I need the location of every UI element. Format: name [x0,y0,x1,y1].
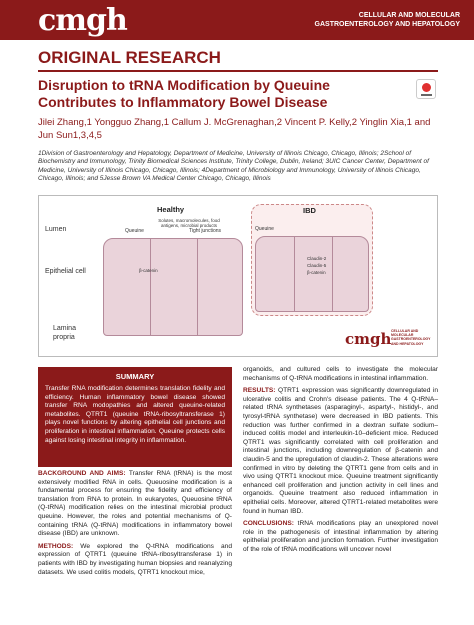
figure-queuine-ibd-label: Queuine [255,226,274,232]
journal-name-line1: CELLULAR AND MOLECULAR [358,12,460,19]
abstract-methods: METHODS: We explored the Q-tRNA modifications and expression of QTRT1 (queuine tRNA-ribosyltransferase 1) in patients with IBD by investigating human biopsies and reanalyzing datasets. We used colitis models, QTRT1 knockout mice, [38,542,232,576]
abstract-methods-continued: organoids, and cultured cells to investigate the molecular mechanisms of Q-tRNA modifications in intestinal inflammation. [243,366,438,382]
summary-text: Transfer RNA modification determines translation fidelity and efficiency. Human inflammatory bowel disease showed transfer RNA modopathies and altered queuine-related metabolites. QTRT1 (queuine tRNA-ribosyltransferase 1) plays novel functions by altering epithelial cell junctions and proliferation in intestinal inflammation. Queuine protects cells against losing intestinal integrity in inflammation. [45,385,225,444]
section-divider [38,70,438,72]
figure-claudin5-label: Claudin-5 [307,263,327,268]
figure-bcatenin-healthy: β-catenin [139,268,158,273]
abstract-results: RESULTS: QTRT1 expression was significantly downregulated in ulcerative colitis and Crohn's disease patients. The 4 Q-tRNA–related tRNA synthetases (asparaginyl-, aspartyl-, histidyl-, and tyrosyl-tRNA synthetase) were decreased in IBD patients. This reduction was further confirmed in a dextran sulfate sodium–induced colitis model and interleukin-10–deficient mice. Reduced QTRT1 was significantly correlated with cell proliferation and intestinal junctions, including downregulation of β-catenin and claudin-5 and the upregulation of claudin-2. These alterations were confirmed in vitro by deleting the QTRT1 gene from cells and in vivo using QTRT1 knockout mice. Queuine treatment significantly enhanced cell proliferation and junction activity in cell lines and organoids. Queuine treatment also reduced inflammation in epithelial cells. Moreover, altered QTRT1-related metabolites were found in human IBD. [243,387,438,515]
journal-name-line2: GASTROENTEROLOGY AND HEPATOLOGY [314,21,460,28]
journal-header [0,0,474,40]
figure-epithelial-label: Epithelial cell [45,268,86,275]
section-label: ORIGINAL RESEARCH [38,48,221,67]
summary-box [38,367,232,467]
figure-claudin2-label: Claudin-2 [307,256,327,261]
healthy-cells [103,238,243,336]
figure-solutes-label: Solutes, macromolecules, food antigens, microbial products [158,218,220,228]
figure-cmgh-logo: cmgh [345,330,392,348]
article-title: Disruption to tRNA Modification by Queuine Contributes to Inflammatory Bowel Disease [38,77,330,110]
figure-logo-subtitle: CELLULAR AND MOLECULAR GASTROENTEROLOGY AND HEPATOLOGY [391,329,431,346]
summary-heading: SUMMARY [115,372,155,381]
affiliations: 1Division of Gastroenterology and Hepatology, Department of Medicine, University of Illinois Chicago, Chicago, Illinois; 2School of Biochemistry and Immunology, Trinity Biomedical Sciences Institute, Trinity College, Dublin, Ireland; 3UIC Cancer Center, Department of Medicine, University of Illinois Chicago, Chicago, Illinois; 4Department of Microbiology and Immunology, University of Illinois Chicago, Chicago, Illinois; and 5Jesse Brown VA Medical Center Chicago, Chicago, Illinois [38,150,429,182]
author-list: Jilei Zhang,1 Yongguo Zhang,1 Callum J. McGrenaghan,2 Vincent P. Kelly,2 Yinglin Xia,1 and Jun Sun1,3,4,5 [38,117,431,141]
figure-queuine-label: Queuine [125,228,144,234]
journal-name [315,11,460,29]
figure-lamina-label: Lamina propria [53,325,76,341]
figure-tight-label: Tight junctions [189,228,222,234]
abstract-right-column [243,366,438,558]
abstract-left-column [38,470,232,581]
figure-lumen-label: Lumen [45,226,67,233]
figure-bcatenin-ibd: β-catenin [307,270,326,275]
journal-logo: cmgh [38,3,127,38]
abstract-conclusions: CONCLUSIONS: tRNA modifications play an unexplored novel role in the pathogenesis of intestinal inflammation by altering epithelial proliferation and junction formation. Further investigation of the role of tRNA modifications will uncover novel [243,520,438,553]
graphical-abstract [38,195,438,357]
check-for-updates-icon[interactable] [416,79,436,99]
figure-ibd-label: IBD [303,206,316,215]
figure-healthy-label: Healthy [157,205,185,214]
abstract-background: BACKGROUND AND AIMS: Transfer RNA (tRNA) is the most extensively modified RNA in cells. Queuosine modification is a fundamental process for ensuring the fidelity and efficiency of translation from RNA to protein. In eukaryotes, Queuosine tRNA (Q-tRNA) modification relies on the intestinal microbial product queuine. However, the roles and potential mechanisms of Q-containing tRNA (Q-tRNA) modifications in inflammatory bowel disease (IBD) are unknown. [38,470,232,538]
